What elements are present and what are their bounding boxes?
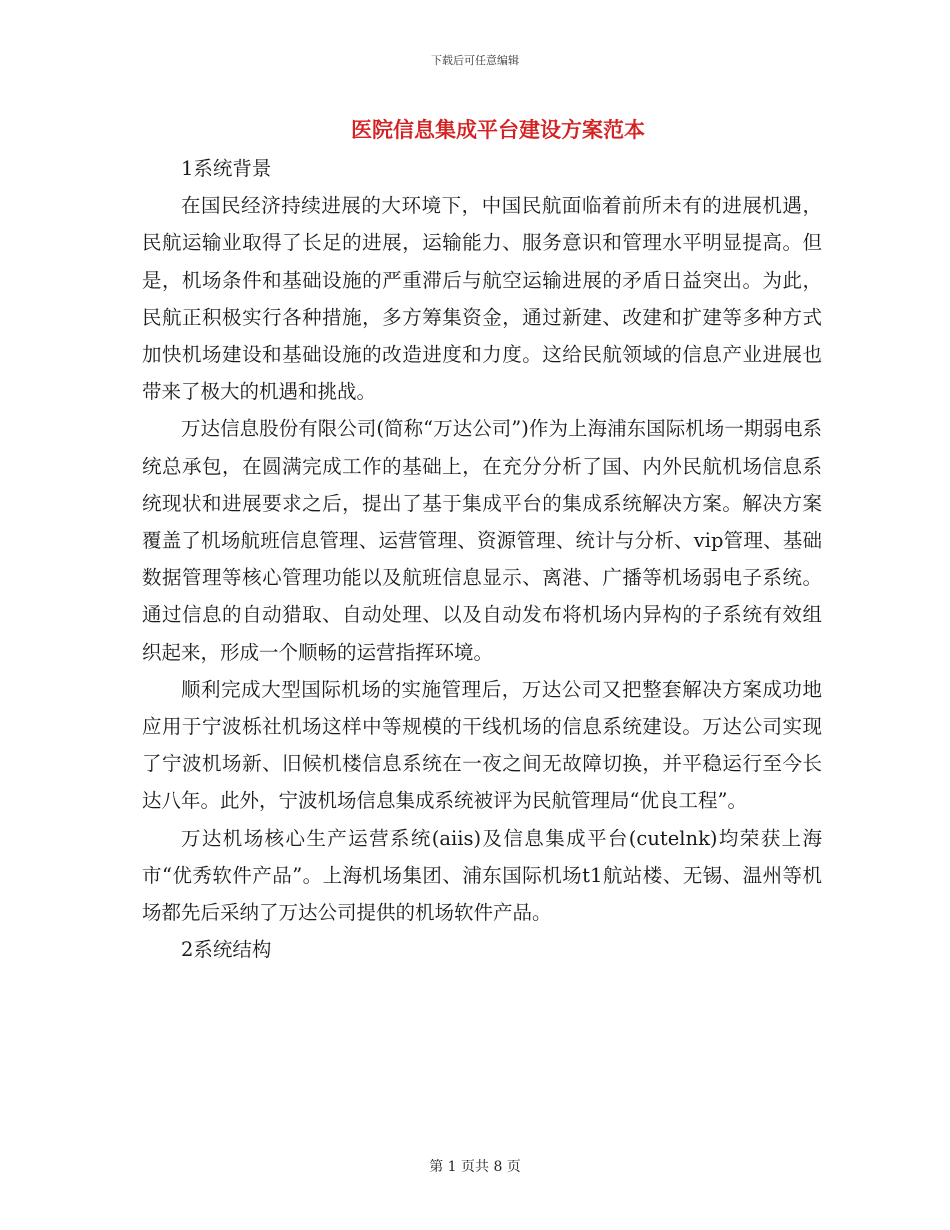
paragraph-4: 万达机场核心生产运营系统(aiis)及信息集成平台(cutelnk)均荣获上海市“优秀软件产品”。上海机场集团、浦东国际机场t1航站楼、无锡、温州等机场都先后采纳了万达公司提供的机场软件产品。 <box>142 826 822 925</box>
header-note: 下载后可任意编辑 <box>431 54 519 67</box>
paragraph-3: 顺利完成大型国际机场的实施管理后，万达公司又把整套解决方案成功地应用于宁波栎社机场这样中等规模的干线机场的信息系统建设。万达公司实现了宁波机场新、旧候机楼信息系统在一夜之间无故障切换，并平稳运行至今长达八年。此外，宁波机场信息集成系统被评为民航管理局“优良工程”。 <box>142 677 822 813</box>
document-title: 医院信息集成平台建设方案范本 <box>351 118 645 142</box>
paragraph-1: 在国民经济持续进展的大环境下，中国民航面临着前所未有的进展机遇，民航运输业取得了长足的进展，运输能力、服务意识和管理水平明显提高。但是，机场条件和基础设施的严重滞后与航空运输进展的矛盾日益突出。为此，民航正积极实行各种措施，多方筹集资金，通过新建、改建和扩建等多种方式加快机场建设和基础设施的改造进度和力度。这给民航领域的信息产业进展也带来了极大的机遇和挑战。 <box>142 194 822 404</box>
section-heading-1: 1系统背景 <box>181 157 272 180</box>
page-number-footer: 第 1 页共 8 页 <box>429 1159 521 1175</box>
paragraph-2: 万达信息股份有限公司(简称“万达公司”)作为上海浦东国际机场一期弱电系统总承包，在圆满完成工作的基础上，在充分分析了国、内外民航机场信息系统现状和进展要求之后，提出了基于集成平台的集成系统解决方案。解决方案覆盖了机场航班信息管理、运营管理、资源管理、统计与分析、vip管理、基础数据管理等核心管理功能以及航班信息显示、离港、广播等机场弱电子系统。通过信息的自动猎取、自动处理、以及自动发布将机场内异构的子系统有效组织起来，形成一个顺畅的运营指挥环境。 <box>142 417 822 664</box>
section-heading-2: 2系统结构 <box>181 938 272 962</box>
document-body <box>142 150 822 968</box>
